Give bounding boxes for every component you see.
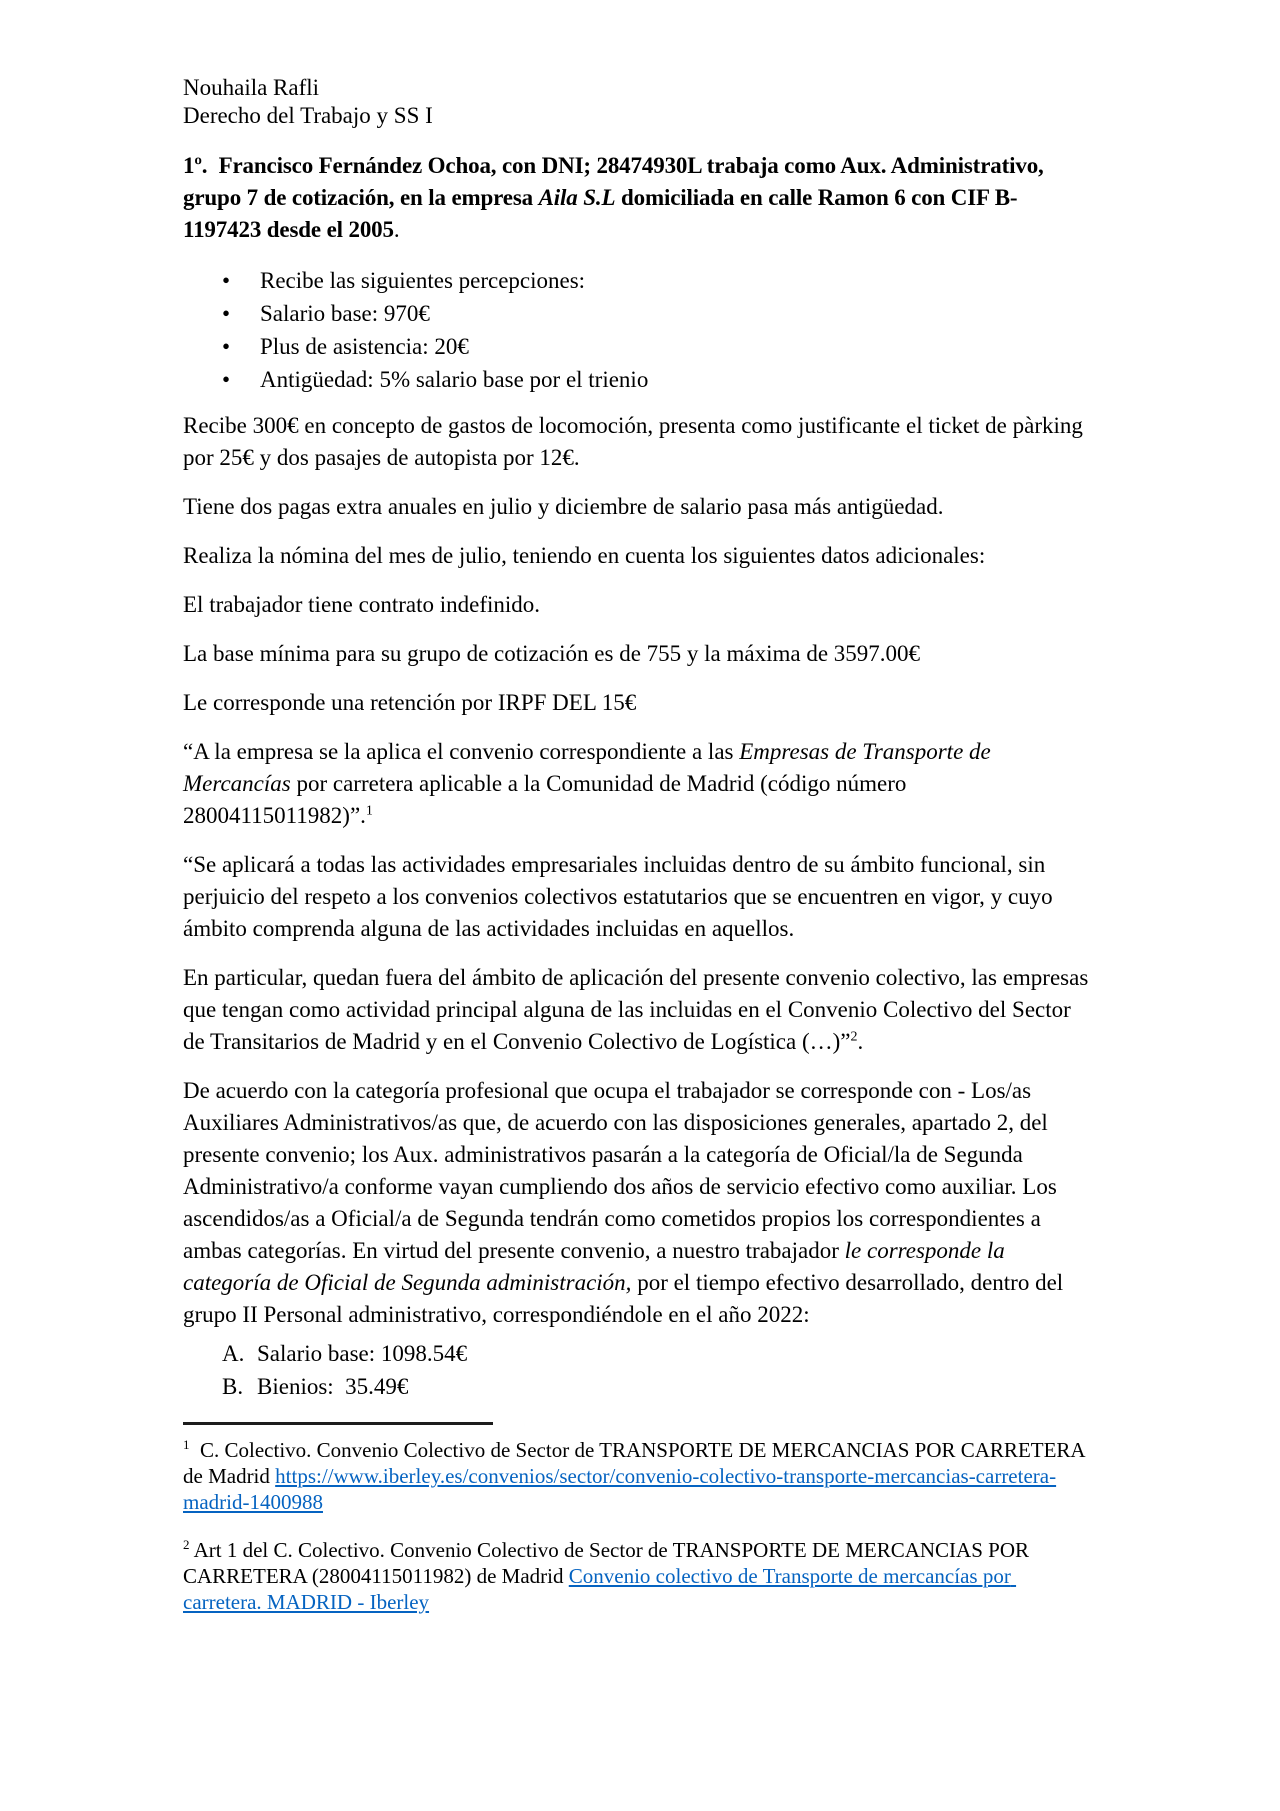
list-item-text: Bienios: 35.49€ [257, 1374, 409, 1399]
bullet-item-text: Recibe las siguientes percepciones: [260, 268, 586, 293]
lettered-list [183, 1337, 1093, 1403]
footnote-2-link[interactable]: Convenio colectivo de Transporte de mercancías por carretera. MADRID - Iberley [183, 1564, 1017, 1614]
list-item [183, 363, 1093, 396]
bullet-icon: • [222, 367, 231, 392]
list-item-text: Salario base: 1098.54€ [257, 1341, 468, 1366]
convenio-text: “A la empresa se la aplica el convenio correspondiente a las [183, 739, 740, 764]
categoria-text: De acuerdo con la categoría profesional que ocupa el trabajador se corresponde con - Los/as Auxiliares Administrativos/as que, de acuerdo con las disposiciones generales, apartado 2, del presente convenio; los Aux. administrativos pasarán a la categoría de Oficial/la de Segunda Administrativo/a conforme vayan cumpliendo dos años de servicio efectivo como auxiliar. Los ascendidos/as a Oficial/a de Segunda tendrán como cometidos propios los correspondientes a ambas categorías. En virtud del presente convenio, a nuestro trabajador [183, 1078, 1063, 1263]
para-pagas-extra: Tiene dos pagas extra anuales en julio y diciembre de salario pasa más antigüedad. [183, 494, 944, 519]
para-exclusiones [183, 962, 1093, 1058]
bullet-item-text: Salario base: 970€ [260, 301, 430, 326]
list-item-bienios [183, 1370, 1093, 1403]
footnote-2-text: Art 1 del C. Colectivo. Convenio Colectivo de Sector de TRANSPORTE DE MERCANCIAS POR CARRETERA (28004115011982) de Madrid [183, 1538, 1035, 1588]
para-irpf: Le corresponde una retención por IRPF DEL 15€ [183, 690, 637, 715]
convenio-italic-text: Empresas de Transporte de Mercancías [183, 739, 997, 796]
convenio-text-cont: por carretera aplicable a la Comunidad de Madrid (código número 28004115011982)”. [183, 771, 913, 828]
para-nomina-julio: Realiza la nómina del mes de julio, teniendo en cuenta los siguientes datos adicionales: [183, 543, 986, 568]
perceptions-bullet-list [183, 264, 1093, 396]
footnote-1-text: C. Colectivo. Convenio Colectivo de Sector de TRANSPORTE DE MERCANCIAS POR CARRETERA de Madrid [183, 1438, 1090, 1488]
categoria-text-cont: por el tiempo efectivo desarrollado, dentro del grupo II Personal administrativo, correspondiéndole en el año 2022: [183, 1270, 1069, 1327]
statement-text: 1º. Francisco Fernández Ochoa, con DNI; 28474930L trabaja como Aux. Administrativo, grupo 7 de cotización, en la empresa [183, 153, 1050, 210]
document-header [183, 74, 1093, 130]
footnote-ref-2: 2 [850, 1029, 858, 1045]
list-item [183, 264, 1093, 297]
document-footnotes [183, 1437, 1093, 1615]
problem-statement [183, 150, 1093, 246]
para-base-cotizacion: La base mínima para su grupo de cotización es de 755 y la máxima de 3597.00€ [183, 641, 921, 666]
list-item [183, 330, 1093, 363]
bullet-icon: • [222, 334, 231, 359]
bullet-icon: • [222, 268, 231, 293]
para-locomocion: Recibe 300€ en concepto de gastos de locomoción, presenta como justificante el ticket de pàrking por 25€ y dos pasajes de autopista por 12€. [183, 413, 1089, 470]
bullet-item-text: Antigüedad: 5% salario base por el trienio [260, 367, 649, 392]
company-name: Aila S.L [538, 185, 616, 210]
statement-period: . [393, 217, 400, 242]
list-marker-b: B. [222, 1374, 244, 1399]
list-marker-a: A. [222, 1341, 245, 1366]
statement-text-cont: domiciliada en calle Ramon 6 con CIF B-1197423 desde el 2005 [183, 185, 1018, 242]
footnote-separator [183, 1422, 493, 1425]
para-convenio-aplicable [183, 736, 1093, 832]
footnote-2 [183, 1537, 1093, 1615]
para-ambito-funcional: “Se aplicará a todas las actividades empresariales incluidas dentro de su ámbito funcional, sin perjuicio del respeto a los convenios colectivos estatutarios que se encuentren en vigor, y cuyo ámbito comprenda alguna de las actividades incluidas en aquellos. [183, 852, 1059, 941]
footnote-1 [183, 1437, 1093, 1515]
para-contrato: El trabajador tiene contrato indefinido. [183, 592, 541, 617]
bullet-item-text: Plus de asistencia: 20€ [260, 334, 469, 359]
exclusiones-period: . [857, 1029, 864, 1054]
list-item-salario-base [183, 1337, 1093, 1370]
footnote-ref-1: 1 [365, 803, 373, 819]
footnote-1-number: 1 [183, 1437, 190, 1452]
course-title: Derecho del Trabajo y SS I [183, 103, 433, 128]
author-name: Nouhaila Rafli [183, 75, 320, 100]
footnote-2-number: 2 [183, 1537, 190, 1552]
list-item [183, 297, 1093, 330]
categoria-italic-text: le corresponde la categoría de Oficial de Segunda administración, [183, 1238, 1011, 1295]
bullet-icon: • [222, 301, 231, 326]
footnote-1-link[interactable]: https://www.iberley.es/convenios/sector/convenio-colectivo-transporte-mercancias-carretera-madrid-1400988 [183, 1464, 1057, 1514]
para-categoria-profesional [183, 1075, 1093, 1331]
exclusiones-text: En particular, quedan fuera del ámbito de aplicación del presente convenio colectivo, las empresas que tengan como actividad principal alguna de las incluidas en el Convenio Colectivo del Sector de Transitarios de Madrid y en el Convenio Colectivo de Logística (…)” [183, 965, 1095, 1054]
